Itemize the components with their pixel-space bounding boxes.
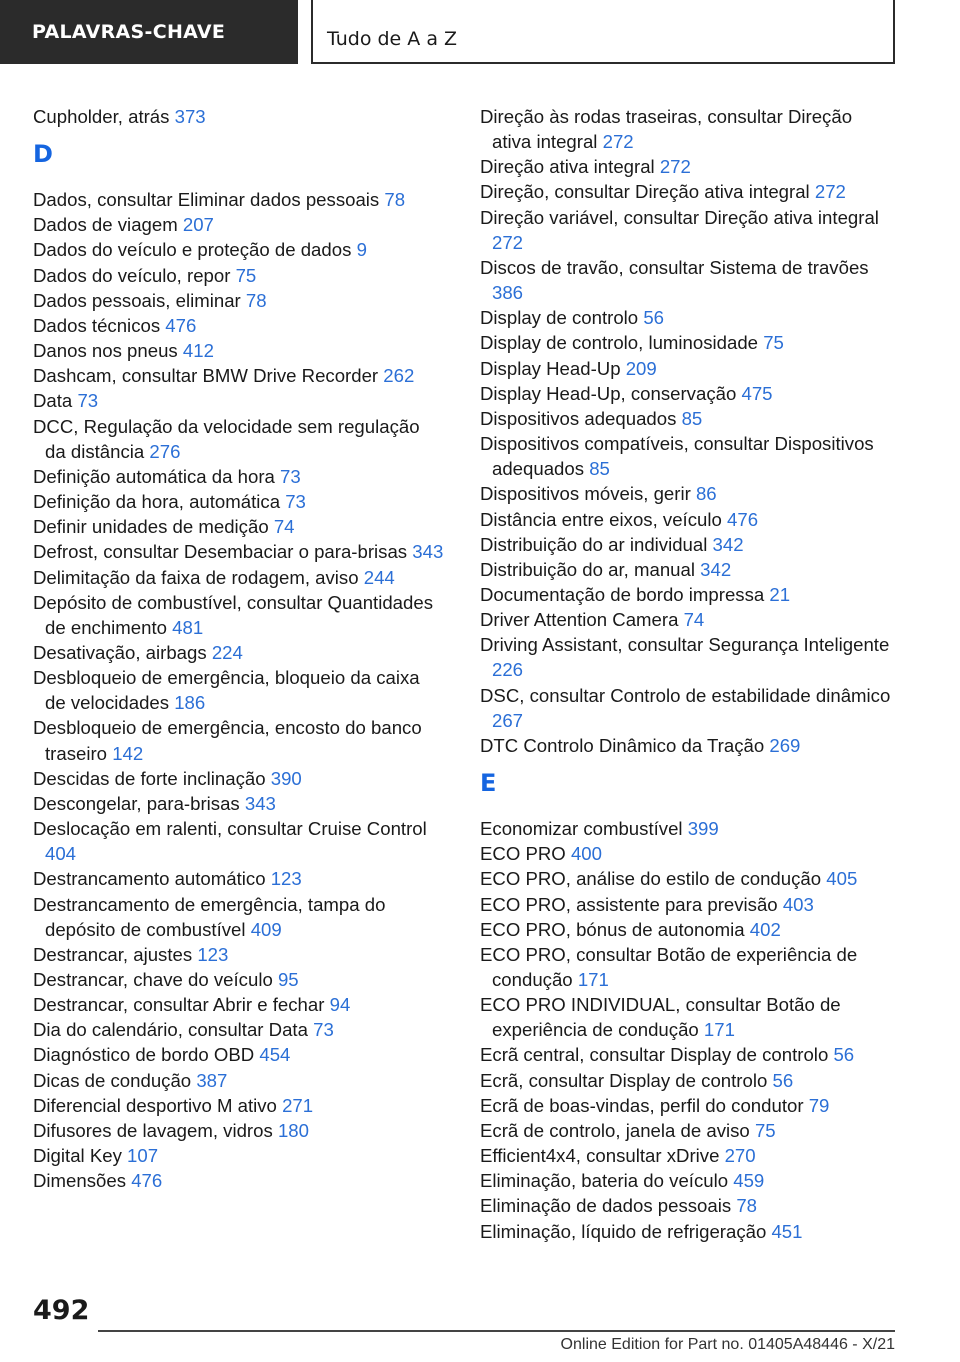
index-entry-text: Dia do calendário, consultar Data [33,1019,308,1041]
index-page-link[interactable]: 21 [769,583,791,605]
index-entry-text: Direção ativa integral [480,156,655,178]
index-entry-text: Definir unidades de medição [33,516,269,538]
index-page-link[interactable]: 75 [235,264,257,286]
index-page-link[interactable]: 186 [174,692,206,714]
index-entry [33,791,445,816]
index-entry-text: Distribuição do ar, manual [480,558,695,580]
index-entry-text: Discos de travão, consultar Sistema de travões [480,256,869,278]
index-page-link[interactable]: 476 [131,1170,163,1192]
index-entry [33,1068,445,1093]
index-entry [33,967,445,992]
index-entry [480,1068,892,1093]
index-page-link[interactable]: 74 [683,609,705,631]
index-column-left [33,104,445,1193]
chapter-title: Tudo de A a Z [311,0,895,64]
index-entry [480,179,892,204]
index-entry [480,816,892,841]
index-page-link[interactable]: 244 [363,566,395,588]
index-page-link[interactable]: 73 [280,465,301,487]
index-page-link[interactable]: 476 [727,508,759,530]
index-page-link[interactable]: 272 [659,156,691,178]
index-page-link[interactable]: 403 [782,893,814,915]
index-entry-text: Direção variável, consultar Direção ativa integral [480,206,879,228]
index-entry-text: Desbloqueio de emergência, bloqueio da caixa de velocidades [33,667,420,714]
index-page-link[interactable]: 373 [174,106,206,127]
index-entry [480,1219,892,1244]
index-page-link[interactable]: 387 [196,1069,228,1091]
index-page-link[interactable]: 459 [733,1170,765,1192]
index-entry-text: Delimitação da faixa de rodagem, aviso [33,566,359,588]
index-entry-text: Definição da hora, automática [33,491,281,513]
index-entry-text: Dicas de condução [33,1069,192,1091]
index-entry-text: Distribuição do ar individual [480,533,708,555]
index-entry-text: ECO PRO, assistente para previsão [480,893,778,915]
index-page-link[interactable]: 272 [492,231,524,253]
index-page-link[interactable]: 272 [602,131,634,153]
index-page-link[interactable]: 386 [492,282,524,304]
index-entry-text: Dados, consultar Eliminar dados pessoais [33,189,380,211]
index-entry [33,363,445,388]
index-entry-text: DCC, Regulação da velocidade sem regulação da distância [33,415,420,462]
index-entry [480,330,892,355]
index-page-link[interactable]: 107 [127,1145,159,1167]
index-entry-text: Digital Key [33,1145,122,1167]
index-page-link[interactable]: 451 [771,1220,803,1242]
index-page-link[interactable]: 95 [277,969,299,990]
index-entry-text: Dados técnicos [33,314,161,336]
index-entry [480,866,892,891]
index-entry-text: Destrancar, chave do veículo [33,969,273,990]
index-letter-heading: D [33,140,53,169]
index-entry-text: Eliminação de dados pessoais [480,1195,732,1217]
index-page-link[interactable]: 73 [77,390,99,412]
index-page-link[interactable]: 56 [833,1044,855,1066]
index-page-link[interactable]: 78 [736,1195,758,1217]
index-entry [33,338,445,363]
index-page-link[interactable]: 224 [211,641,243,663]
index-entry [33,539,445,564]
index-entry [480,1118,892,1143]
index-entry [480,1168,892,1193]
index-entry-text: Dashcam, consultar BMW Drive Recorder [33,365,379,387]
index-entry-text: Defrost, consultar Desembaciar o para-brisas [33,541,408,563]
index-entry-text: ECO PRO, bónus de autonomia [480,918,745,940]
index-entry [480,356,892,381]
index-entry [480,205,892,255]
index-entry-text: Dados do veículo e proteção de dados [33,239,352,261]
index-page-link[interactable]: 171 [577,969,609,990]
index-page-link[interactable]: 73 [285,491,306,513]
index-entry [33,715,445,765]
index-entry [480,1143,892,1168]
index-entry [33,992,445,1017]
index-entry [33,464,445,489]
index-entry-text: Ecrã de boas-vindas, perfil do condutor [480,1094,804,1116]
index-entry-text: ECO PRO INDIVIDUAL, consultar Botão de experiência de condução [480,994,841,1041]
index-entry-text: ECO PRO, análise do estilo de condução [480,868,822,890]
index-entry-text: Destrancamento de emergência, tampa do depósito de combustível [33,893,386,940]
index-page-link[interactable]: 56 [643,307,664,329]
index-entry [480,481,892,506]
index-entry [33,1168,445,1193]
index-page-link[interactable]: 475 [741,382,773,404]
index-entry [33,565,445,590]
index-page-link[interactable]: 226 [492,659,524,681]
index-page-link[interactable]: 56 [772,1069,794,1091]
index-page-link[interactable]: 342 [712,533,744,555]
index-entry-text: Driving Assistant, consultar Segurança Inteligente [480,634,890,656]
index-entry [480,507,892,532]
index-entry [480,305,892,330]
page-number: 492 [33,1295,90,1326]
index-entry-text: Display de controlo [480,307,639,329]
index-entry-text: Destrancar, ajustes [33,943,193,965]
index-page-link[interactable]: 180 [277,1119,309,1141]
index-entry-text: Data [33,390,73,412]
index-page-link[interactable]: 209 [625,357,657,379]
index-page-link[interactable]: 85 [589,458,610,480]
index-entry-text: Display de controlo, luminosidade [480,332,759,354]
index-entry [480,632,892,682]
index-page-link[interactable]: 171 [703,1019,735,1041]
index-entry-text: Diferencial desportivo M ativo [33,1094,277,1116]
index-page-link[interactable]: 399 [687,818,719,840]
index-letter-heading: E [480,769,497,798]
index-entry-text: Dados pessoais, eliminar [33,289,241,311]
index-page-link[interactable]: 94 [329,994,351,1016]
index-page-link[interactable]: 78 [384,189,406,211]
index-entry-text: Efficient4x4, consultar xDrive [480,1145,720,1167]
index-entry [33,1093,445,1118]
index-entry [33,414,445,464]
index-entry [33,590,445,640]
index-entry [33,866,445,891]
index-page-link[interactable]: 276 [149,440,181,462]
index-entry-text: Dimensões [33,1170,127,1192]
index-page-link[interactable]: 343 [412,541,444,563]
index-entry-text: Dispositivos móveis, gerir [480,483,691,505]
index-entry-text: Depósito de combustível, consultar Quantidades de enchimento [33,591,433,638]
index-entry [480,1193,892,1218]
index-entry-text: Eliminação, bateria do veículo [480,1170,729,1192]
index-page-link[interactable]: 85 [681,407,703,429]
index-entry-text: Deslocação em ralenti, consultar Cruise Control [33,818,427,840]
index-entry [33,104,445,129]
index-entry-text: DTC Controlo Dinâmico da Tração [480,734,765,756]
index-entry [33,892,445,942]
index-entry-text: Dados do veículo, repor [33,264,231,286]
index-entry [480,104,892,154]
index-entry [33,766,445,791]
index-page-link[interactable]: 142 [112,742,144,764]
index-entry [480,582,892,607]
index-entry-text: Danos nos pneus [33,340,178,362]
index-column-right [480,104,892,1244]
index-page-link[interactable]: 207 [182,214,214,236]
index-entry-text: ECO PRO, consultar Botão de experiência de condução [480,943,858,990]
index-entry-text: Ecrã, consultar Display de controlo [480,1069,768,1091]
index-entry-text: Dispositivos adequados [480,407,677,429]
index-entry-text: Desativação, airbags [33,641,207,663]
index-entry [33,288,445,313]
index-page-link[interactable]: 404 [45,843,77,865]
index-entry-text: Display Head-Up [480,357,621,379]
index-page-link[interactable]: 78 [245,289,267,311]
index-entry [33,942,445,967]
index-entry-text: Difusores de lavagem, vidros [33,1119,273,1141]
index-page-link[interactable]: 412 [182,340,214,362]
index-entry-text: Cupholder, atrás [33,106,170,127]
index-entry-text: Driver Attention Camera [480,609,679,631]
index-entry-text: Dispositivos compatíveis, consultar Dispositivos adequados [480,433,874,480]
footer-edition [98,1336,895,1354]
index-entry [480,532,892,557]
index-entry [480,683,892,733]
index-entry-text: Definição automática da hora [33,465,275,487]
index-entry-text: Destrancamento automático [33,868,266,890]
index-entry-text: Ecrã de controlo, janela de aviso [480,1119,750,1141]
index-entry [480,406,892,431]
index-page-link[interactable]: 402 [749,918,781,940]
index-page-link[interactable]: 271 [282,1094,314,1116]
index-page-link[interactable]: 75 [763,332,784,354]
index-entry-text: Direção às rodas traseiras, consultar Direção ativa integral [480,106,853,153]
index-entry [33,665,445,715]
index-entry [480,942,892,992]
index-entry [33,237,445,262]
index-page-link[interactable]: 342 [700,558,732,580]
index-page-link[interactable]: 79 [808,1094,830,1116]
index-page-link[interactable]: 123 [270,868,302,890]
index-entry [33,313,445,338]
index-entry-text: Direção, consultar Direção ativa integral [480,181,810,203]
index-entry-text: DSC, consultar Controlo de estabilidade dinâmico [480,684,891,706]
index-page-link[interactable]: 476 [165,314,197,336]
index-entry [480,381,892,406]
index-entry [480,255,892,305]
index-page-link[interactable]: 269 [769,734,801,756]
index-page-link[interactable]: 123 [197,943,229,965]
index-page-link[interactable]: 270 [724,1145,756,1167]
index-entry [33,1017,445,1042]
index-page-link[interactable]: 9 [356,239,367,261]
index-page-link[interactable]: 390 [270,767,302,789]
index-entry-text: Descongelar, para-brisas [33,792,240,814]
index-entry [480,917,892,942]
index-entry [480,431,892,481]
index-page-link[interactable]: 400 [570,843,602,865]
index-page-link[interactable]: 75 [754,1119,776,1141]
footer-divider [98,1330,895,1332]
index-entry [480,607,892,632]
index-entry [33,212,445,237]
index-entry-text: Economizar combustível [480,818,683,840]
index-page-link[interactable]: 74 [273,516,295,538]
index-page-link[interactable]: 343 [244,792,276,814]
index-entry [33,1143,445,1168]
index-entry [480,1042,892,1067]
index-page-link[interactable]: 262 [383,365,415,387]
index-entry [33,816,445,866]
index-page-link[interactable]: 267 [492,709,524,731]
index-entry [33,1118,445,1143]
index-entry [33,388,445,413]
index-entry-text: Destrancar, consultar Abrir e fechar [33,994,325,1016]
index-entry [480,892,892,917]
index-entry-text: Distância entre eixos, veículo [480,508,722,530]
index-entry [33,1042,445,1067]
index-entry [480,733,892,758]
index-page-link[interactable]: 73 [313,1019,334,1041]
index-entry [480,992,892,1042]
index-entry-text: Eliminação, líquido de refrigeração [480,1220,767,1242]
index-entry [33,640,445,665]
index-entry [480,1093,892,1118]
index-entry [480,557,892,582]
index-page-link[interactable]: 454 [259,1044,291,1066]
index-page-link[interactable]: 272 [814,181,846,203]
index-entry-text: Descidas de forte inclinação [33,767,266,789]
index-page-link[interactable]: 481 [172,616,204,638]
index-entry-text: Desbloqueio de emergência, encosto do banco traseiro [33,717,422,764]
index-page-link[interactable]: 409 [250,918,282,940]
index-entry-text: Diagnóstico de bordo OBD [33,1044,255,1066]
index-entry [33,514,445,539]
section-tab: PALAVRAS-CHAVE [0,0,298,64]
index-page-link[interactable]: 86 [695,483,717,505]
index-page-link[interactable]: 405 [826,868,858,890]
index-entry-text: Ecrã central, consultar Display de controlo [480,1044,829,1066]
index-entry [33,489,445,514]
index-entry [33,187,445,212]
index-entry-text: Dados de viagem [33,214,178,236]
index-entry [480,154,892,179]
index-entry [480,841,892,866]
index-entry-text: ECO PRO [480,843,566,865]
index-entry-text: Display Head-Up, conservação [480,382,737,404]
index-entry-text: Documentação de bordo impressa [480,583,765,605]
index-entry [33,263,445,288]
edition-text: Online Edition for Part no. 01405A48446 - X/21 [560,1336,895,1353]
